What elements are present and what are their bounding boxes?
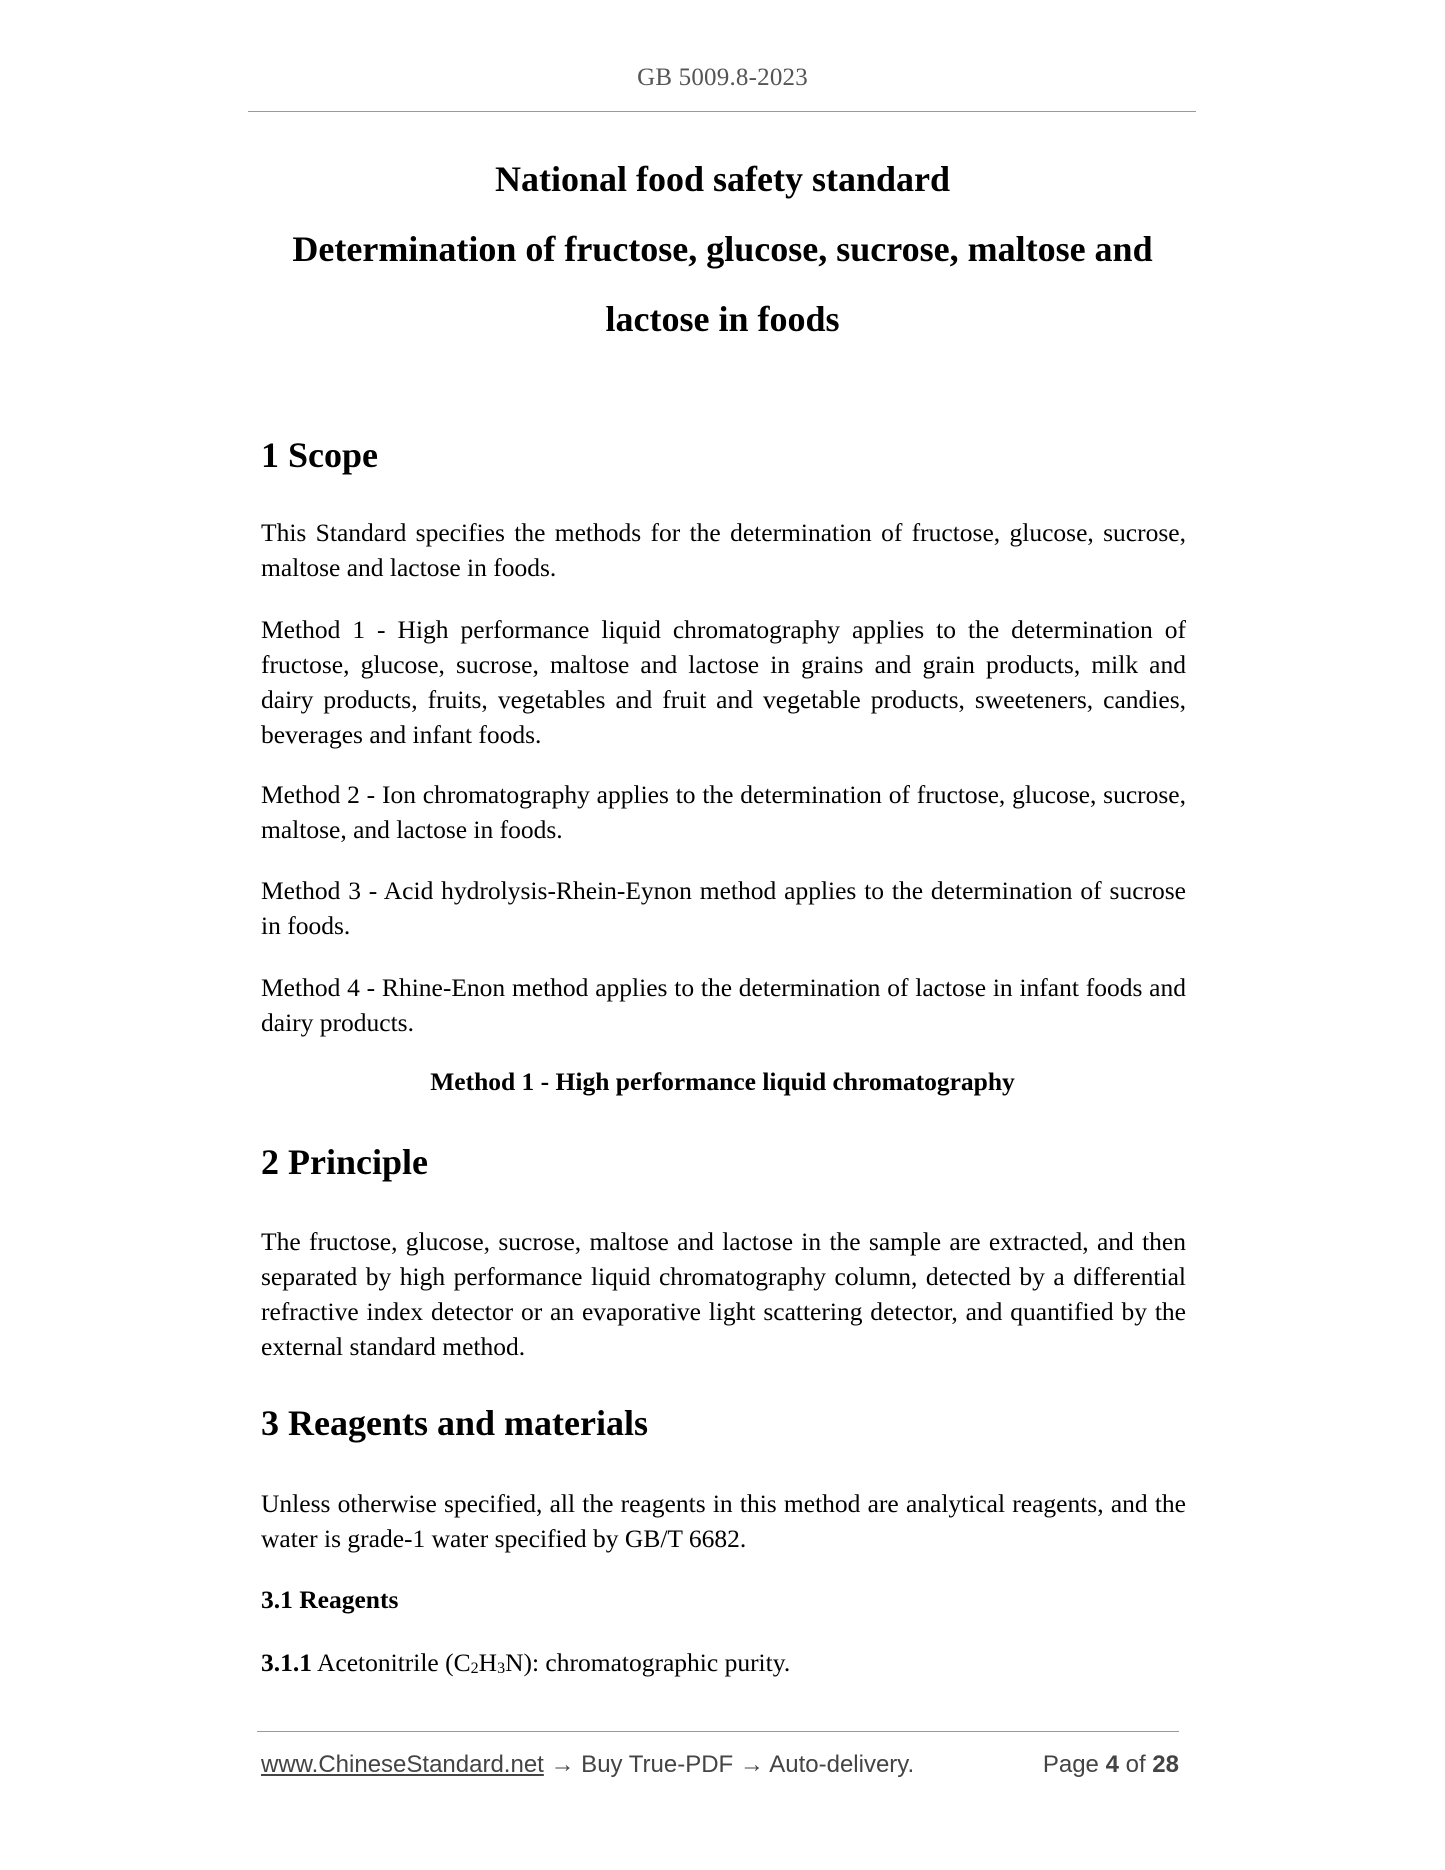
section-heading-scope: 1 Scope: [261, 435, 378, 475]
page-indicator: [1043, 1751, 1179, 1779]
section-heading-principle: 2 Principle: [261, 1142, 428, 1182]
page-label: Page: [1042, 1751, 1099, 1778]
reagent-item-number: 3.1.1: [261, 1648, 312, 1677]
title-line-2: Determination of fructose, glucose, sucrose, maltose and: [292, 229, 1153, 269]
footer: [261, 1751, 1179, 1779]
title-line-1: National food safety standard: [494, 159, 951, 199]
scope-paragraph-2: Method 1 - High performance liquid chromatography applies to the determination of fructose, glucose, sucrose, maltose and lactose in grains and grain products, milk and dairy products, fruits, vegetables and fruit and vegetable products, sweeteners, candies, beverages and infant foods.: [261, 615, 1186, 749]
page-current: 4: [1105, 1751, 1119, 1778]
reagent-item-text-3: N): chromatographic purity.: [505, 1648, 791, 1677]
scope-paragraph-1: This Standard specifies the methods for the determination of fructose, glucose, sucrose, maltose and lactose in foods.: [261, 518, 1186, 582]
method-1-title: Method 1 - High performance liquid chromatography: [430, 1067, 1015, 1096]
page-total: 28: [1152, 1751, 1179, 1778]
header-divider: [248, 111, 1196, 112]
page-of: of: [1125, 1751, 1146, 1778]
document-code: GB 5009.8-2023: [637, 64, 808, 91]
subsection-heading-reagents: 3.1 Reagents: [261, 1585, 399, 1614]
title-line-3: lactose in foods: [605, 299, 840, 339]
principle-paragraph: The fructose, glucose, sucrose, maltose and lactose in the sample are extracted, and then separated by high performance liquid chromatography column, detected by a differential refractive index detector or an evaporative light scattering detector, and quantified by the external standard method.: [261, 1227, 1186, 1361]
footer-promo-text: → Buy True-PDF → Auto-delivery.: [543, 1751, 915, 1778]
footer-website-link[interactable]: www.ChineseStandard.net: [261, 1751, 544, 1778]
formula-subscript-c: 2: [470, 1660, 479, 1677]
reagent-item-text-1: Acetonitrile (C: [312, 1648, 471, 1677]
reagent-item-text-2: H: [478, 1648, 498, 1677]
scope-paragraph-5: Method 4 - Rhine-Enon method applies to the determination of lactose in infant foods and dairy products.: [261, 973, 1186, 1037]
scope-paragraph-3: Method 2 - Ion chromatography applies to the determination of fructose, glucose, sucrose, maltose, and lactose in foods.: [261, 780, 1186, 844]
reagents-paragraph: Unless otherwise specified, all the reagents in this method are analytical reagents, and the water is grade-1 water specified by GB/T 6682.: [261, 1489, 1186, 1553]
scope-paragraph-4: Method 3 - Acid hydrolysis-Rhein-Eynon method applies to the determination of sucrose in foods.: [261, 876, 1186, 940]
footer-divider: [257, 1731, 1179, 1732]
section-heading-reagents: 3 Reagents and materials: [261, 1403, 648, 1443]
formula-subscript-h: 3: [497, 1660, 506, 1677]
reagent-item-acetonitrile: [261, 1645, 1186, 1686]
